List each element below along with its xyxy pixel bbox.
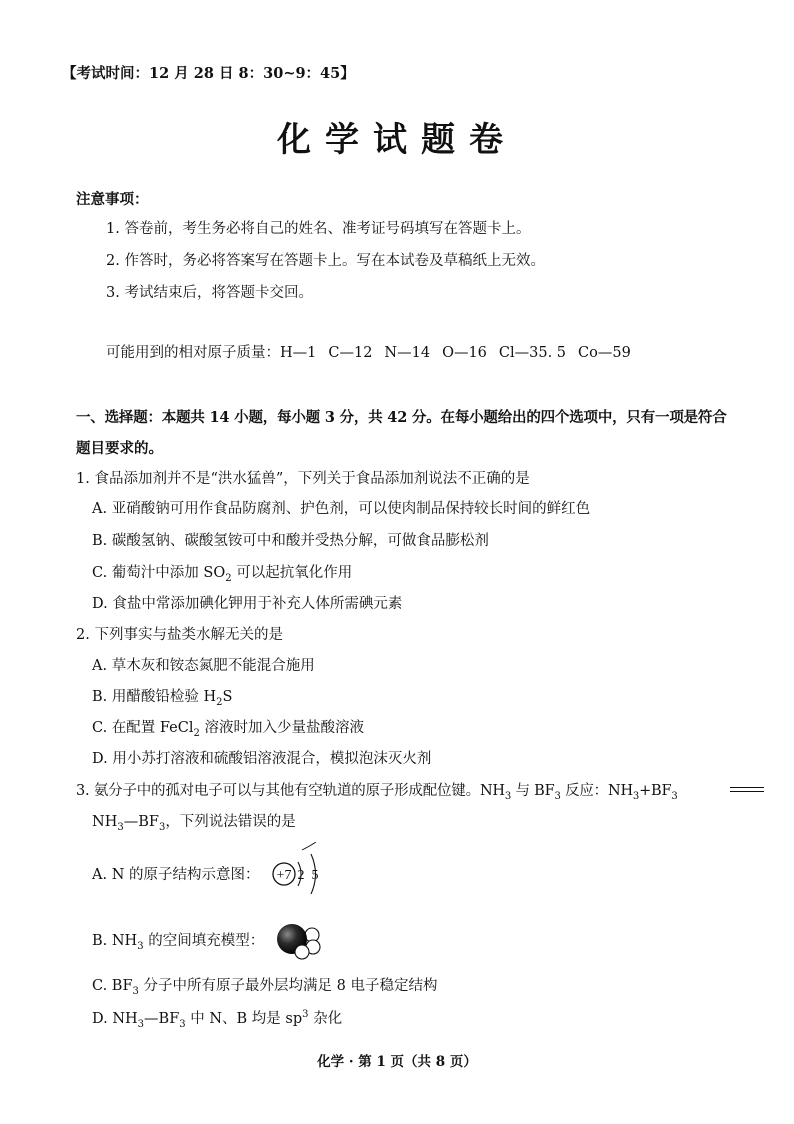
q1-c-text-end: 可以起抗氧化作用 <box>231 565 353 581</box>
q3-l2-text-c: ，下列说法错误的是 <box>165 814 296 830</box>
q1-option-d: D. 食盐中常添加碘化钾用于补充人体所需碘元素 <box>92 596 403 612</box>
q2-c-text-end: 溶液时加入少量盐酸溶液 <box>199 720 364 736</box>
notice-heading: 注意事项： <box>76 191 149 208</box>
q2-c-sub: 2 <box>193 727 200 739</box>
q3-l1-sub-1: 3 <box>504 790 512 802</box>
q3-l1-text-c: 反应：NH <box>560 783 633 799</box>
notice-item-3: 3. 考试结束后，将答题卡交回。 <box>106 285 313 301</box>
q3-option-c <box>92 977 437 995</box>
atomic-mass-h: H—1 <box>280 345 317 361</box>
atomic-mass-n: N—14 <box>384 345 431 361</box>
q2-b-text-end: S <box>222 689 233 705</box>
section-heading-line1: 一、选择题：本题共 14 小题，每小题 3 分，共 42 分。在每小题给出的四个选项中，只有一项是符合 <box>76 409 727 426</box>
q2-option-a: A. 草木灰和铵态氮肥不能混合施用 <box>92 658 315 674</box>
q3-stem-line1 <box>76 782 678 800</box>
atomic-mass-line <box>106 344 643 362</box>
atomic-mass-cl: Cl—35. 5 <box>498 345 567 361</box>
shell-2-electrons: 5 <box>311 868 319 883</box>
q1-stem: 1. 食品添加剂并不是“洪水猛兽”，下列关于食品添加剂说法不正确的是 <box>76 471 530 487</box>
q3-d-text-mid2: 中 N、B 均是 sp <box>185 1011 303 1027</box>
q3-b-text: B. NH <box>92 933 138 949</box>
q3-c-text-end: 分子中所有原子最外层均满足 8 电子稳定结构 <box>138 978 438 994</box>
atomic-mass-c: C—12 <box>328 345 373 361</box>
q2-option-d: D. 用小苏打溶液和硫酸铝溶液混合，模拟泡沫灭火剂 <box>92 751 432 767</box>
q3-d-text: D. NH <box>92 1011 138 1027</box>
equals-sign <box>730 787 764 793</box>
q2-stem: 2. 下列事实与盐类水解无关的是 <box>76 627 283 643</box>
q3-l2-sub-1: 3 <box>117 821 124 833</box>
nitrogen-atom-structure-diagram <box>262 842 332 906</box>
q2-option-b <box>92 688 232 706</box>
q3-d-text-end: 杂化 <box>308 1011 343 1027</box>
q3-l2-text-a: NH <box>92 814 118 830</box>
q2-c-text: C. 在配置 FeCl <box>92 720 194 736</box>
q1-option-a: A. 亚硝酸钠可用作食品防腐剂、护色剂，可以使肉制品保持较长时间的鲜红色 <box>92 501 591 517</box>
atomic-mass-co: Co—59 <box>578 345 631 361</box>
q3-l1-sub-4: 3 <box>671 790 678 802</box>
q3-l1-sub-2: 3 <box>554 790 561 802</box>
q3-l1-text-b: 与 BF <box>511 783 555 799</box>
q3-d-sup: 3 <box>302 1009 309 1021</box>
q2-b-sub: 2 <box>216 696 223 708</box>
atomic-mass-o: O—16 <box>442 345 487 361</box>
hydrogen-atom-3 <box>295 945 309 959</box>
shell-1-electrons: 2 <box>297 868 305 883</box>
section-heading-line2: 题目要求的。 <box>76 440 163 457</box>
page-footer: 化学 · 第 1 页（共 8 页） <box>317 1054 477 1070</box>
q3-option-d <box>92 1010 342 1028</box>
notice-item-1: 1. 答卷前，考生务必将自己的姓名、准考证号码填写在答题卡上。 <box>106 221 531 237</box>
exam-time: 【考试时间：12 月 28 日 8：30~9：45】 <box>62 65 355 82</box>
q3-l1-text-a: 3. 氨分子中的孤对电子可以与其他有空轨道的原子形成配位键。NH <box>76 783 505 799</box>
q1-c-text: C. 葡萄汁中添加 SO <box>92 565 226 581</box>
q2-option-c <box>92 719 364 737</box>
q3-l1-text-d: +BF <box>639 783 672 799</box>
atomic-mass-label: 可能用到的相对原子质量： <box>106 345 280 361</box>
q1-option-b: B. 碳酸氢钠、碳酸氢铵可中和酸并受热分解，可做食品膨松剂 <box>92 533 489 549</box>
q3-d-sub-1: 3 <box>137 1018 145 1030</box>
q3-d-text-mid: —BF <box>144 1011 180 1027</box>
shell-mark <box>302 842 316 850</box>
q3-l2-text-b: —BF <box>123 814 159 830</box>
page-title: 化学试题卷 <box>277 120 517 160</box>
q3-c-sub: 3 <box>132 985 139 997</box>
q3-stem-line2 <box>92 813 296 831</box>
q3-option-a: A. N 的原子结构示意图： <box>92 867 260 883</box>
q3-l1-sub-3: 3 <box>632 790 640 802</box>
q3-option-b <box>92 932 264 950</box>
q3-c-text: C. BF <box>92 978 133 994</box>
q1-c-sub: 2 <box>225 572 232 584</box>
q3-b-sub: 3 <box>137 940 144 952</box>
nucleus-charge: +7 <box>276 868 292 883</box>
notice-item-2: 2. 作答时，务必将答案写在答题卡上。写在本试卷及草稿纸上无效。 <box>106 253 545 269</box>
nh3-space-filling-model <box>270 918 326 962</box>
q3-d-sub-2: 3 <box>179 1018 186 1030</box>
q1-option-c <box>92 564 352 582</box>
q3-b-text-end: 的空间填充模型： <box>143 933 265 949</box>
q2-b-text: B. 用醋酸铅检验 H <box>92 689 217 705</box>
q3-l2-sub-2: 3 <box>158 821 166 833</box>
